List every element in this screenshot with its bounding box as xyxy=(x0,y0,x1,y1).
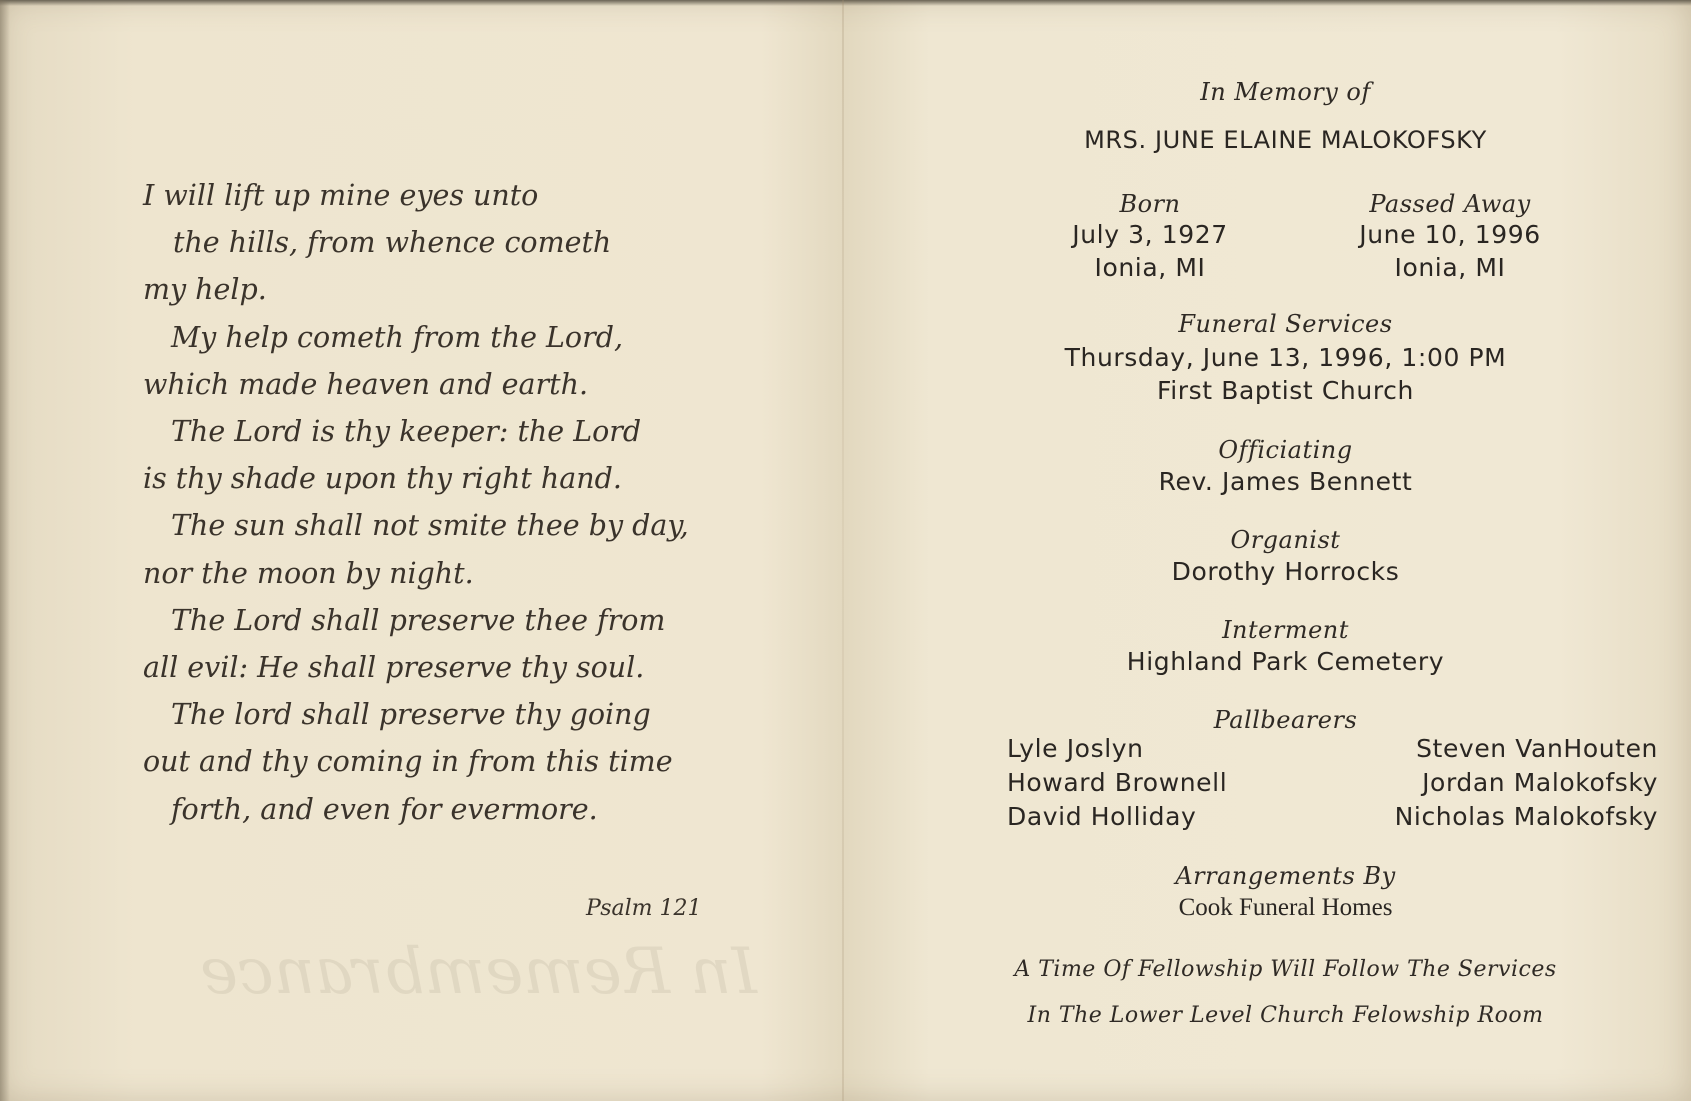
officiating-label: Officiating xyxy=(1218,436,1353,464)
center-fold xyxy=(842,0,844,1101)
psalm-line: forth, and even for evermore. xyxy=(171,792,598,826)
funeral-when: Thursday, June 13, 1996, 1:00 PM xyxy=(1064,343,1507,372)
officiating-name: Rev. James Bennett xyxy=(1158,467,1413,496)
psalm-reference: Psalm 121 xyxy=(586,896,702,921)
memory-heading: In Memory of xyxy=(1200,78,1371,106)
pallbearer-name: Nicholas Malokofsky xyxy=(1394,802,1658,831)
right-page xyxy=(880,0,1691,1101)
psalm-line: The sun shall not smite thee by day, xyxy=(171,509,689,543)
deceased-name: MRS. JUNE ELAINE MALOKOFSKY xyxy=(1084,126,1487,154)
psalm-line: my help. xyxy=(143,273,267,307)
psalm-line: all evil: He shall preserve thy soul. xyxy=(143,651,645,685)
psalm-text xyxy=(143,172,763,833)
pallbearers-right-column xyxy=(1280,732,1658,834)
passed-date: June 10, 1996 xyxy=(1359,220,1541,249)
interment-label: Interment xyxy=(1222,616,1349,644)
passed-label: Passed Away xyxy=(1369,190,1531,218)
pallbearers-left-column xyxy=(1007,732,1227,834)
organist-name: Dorothy Horrocks xyxy=(1171,557,1400,586)
psalm-line: out and thy coming in from this time xyxy=(143,745,673,779)
psalm-line: My help cometh from the Lord, xyxy=(171,320,624,354)
psalm-line: The lord shall preserve thy going xyxy=(171,698,651,732)
arrangements-label: Arrangements By xyxy=(1175,862,1396,890)
born-place: Ionia, MI xyxy=(1094,253,1206,282)
pallbearer-name: Lyle Joslyn xyxy=(1007,734,1144,763)
psalm-line: I will lift up mine eyes unto xyxy=(143,179,539,212)
funeral-where: First Baptist Church xyxy=(1157,376,1414,405)
psalm-line: The Lord is thy keeper: the Lord xyxy=(171,415,642,449)
psalm-line: the hills, from whence cometh xyxy=(173,226,612,260)
psalm-line: is thy shade upon thy right hand. xyxy=(143,462,622,496)
pallbearer-name: Howard Brownell xyxy=(1007,768,1228,797)
pallbearer-name: Steven VanHouten xyxy=(1416,734,1658,763)
passed-place: Ionia, MI xyxy=(1394,253,1506,282)
psalm-line: The Lord shall preserve thee from xyxy=(171,603,666,637)
fellowship-note-line: A Time Of Fellowship Will Follow The Services xyxy=(1014,957,1557,982)
pallbearers-label: Pallbearers xyxy=(1213,706,1358,734)
left-edge-shadow xyxy=(0,0,10,1101)
embossed-watermark: In Remembrance xyxy=(200,935,757,1009)
fellowship-note-line: In The Lower Level Church Felowship Room xyxy=(1027,1003,1544,1028)
psalm-line: which made heaven and earth. xyxy=(143,367,589,401)
funeral-label: Funeral Services xyxy=(1178,310,1393,338)
psalm-line: nor the moon by night. xyxy=(143,556,474,590)
arrangements-name: Cook Funeral Homes xyxy=(1178,894,1393,921)
organist-label: Organist xyxy=(1230,526,1341,554)
interment-place: Highland Park Cemetery xyxy=(1126,647,1445,676)
pallbearer-name: David Holliday xyxy=(1007,802,1197,831)
born-date: July 3, 1927 xyxy=(1072,220,1228,249)
pallbearer-name: Jordan Malokofsky xyxy=(1422,768,1658,797)
born-label: Born xyxy=(1119,190,1181,218)
